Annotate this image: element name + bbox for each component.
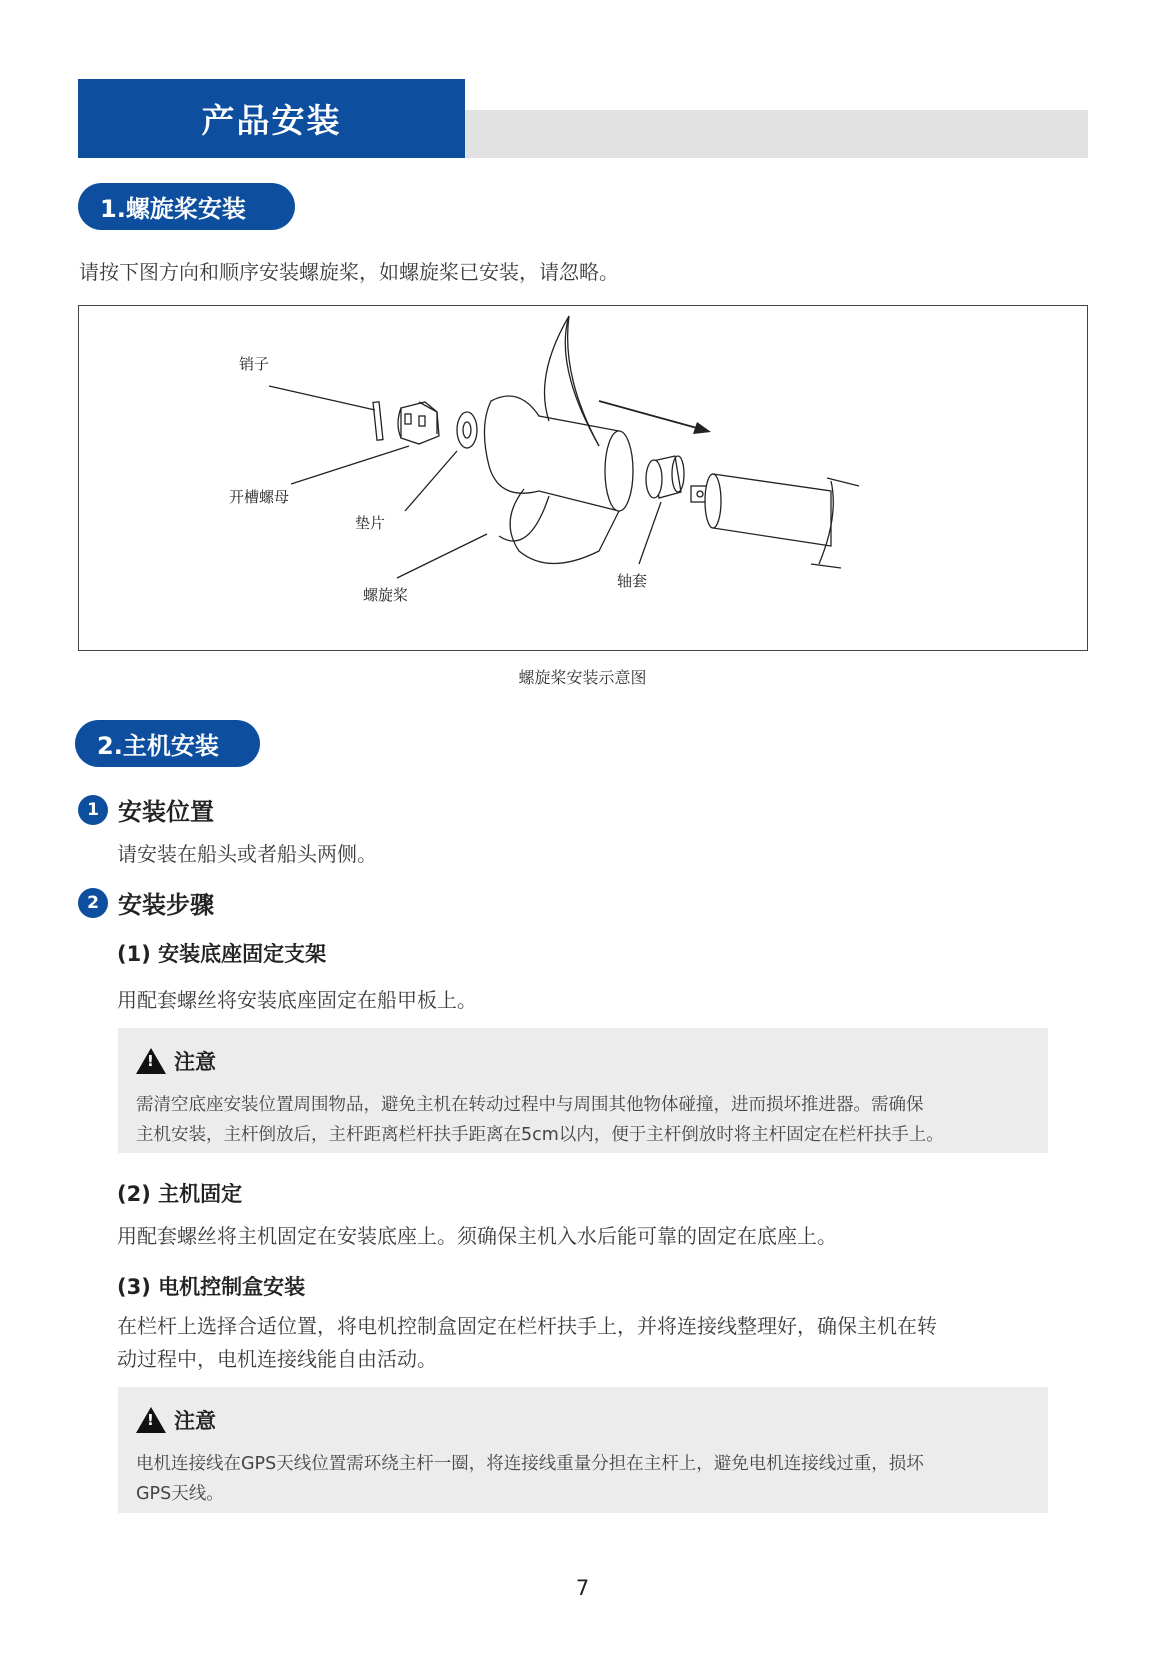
label-nut: 开槽螺母 [229, 488, 290, 506]
note-2-line-2: GPS天线。 [136, 1484, 224, 1504]
position-text: 请安装在船头或者船头两侧。 [117, 842, 377, 866]
label-sleeve: 轴套 [617, 572, 648, 590]
propeller-leader [397, 534, 487, 578]
propeller-illustration [79, 306, 1087, 650]
motor-shaft-part [691, 474, 859, 568]
section-1-title: 1.螺旋桨安装 [78, 183, 295, 230]
propeller-part [484, 316, 633, 564]
figure-caption: 螺旋桨安装示意图 [518, 668, 647, 687]
castle-nut-part [398, 402, 439, 444]
page-number: 7 [575, 1576, 590, 1600]
step-2-title: (2) 主机固定 [117, 1182, 243, 1206]
pin-leader [269, 386, 375, 410]
steps-heading [78, 885, 214, 920]
nut-leader [291, 446, 409, 484]
note-1-line-2: 主机安装，主杆倒放后，主杆距离栏杆扶手距离在5cm以内，便于主杆倒放时将主杆固定在栏杆扶手上。 [136, 1125, 944, 1145]
washer-part [457, 412, 477, 448]
note-2-line-1: 电机连接线在GPS天线位置需环绕主杆一圈，将连接线重量分担在主杆上，避免电机连接线过重，损坏 [136, 1454, 924, 1474]
sleeve-part [646, 456, 684, 498]
note-box-1 [118, 1028, 1048, 1153]
washer-leader [405, 451, 457, 511]
warning-icon: ! [136, 1048, 166, 1074]
note-2-title: 注意 [174, 1409, 216, 1433]
step-3-title: (3) 电机控制盒安装 [117, 1275, 306, 1299]
pin-part [373, 402, 383, 440]
label-propeller: 螺旋桨 [363, 586, 409, 604]
note-box-2 [118, 1387, 1048, 1513]
step-3-line-1: 在栏杆上选择合适位置，将电机控制盒固定在栏杆扶手上，并将连接线整理好，确保主机在转 [117, 1314, 937, 1338]
arrow-head-icon [693, 422, 711, 434]
position-heading [78, 792, 214, 827]
propeller-diagram [78, 305, 1088, 651]
steps-title: 安装步骤 [118, 891, 214, 919]
note-1-title: 注意 [174, 1050, 216, 1074]
section-1-intro: 请按下图方向和顺序安装螺旋桨，如螺旋桨已安装，请忽略。 [79, 260, 619, 284]
note-1-line-1: 需清空底座安装位置周围物品，避免主机在转动过程中与周围其他物体碰撞，进而损坏推进器。需确保 [136, 1095, 924, 1115]
sleeve-leader [639, 502, 661, 564]
step-1-text: 用配套螺丝将安装底座固定在船甲板上。 [117, 988, 477, 1012]
section-2-title: 2.主机安装 [75, 720, 260, 767]
page-title: 产品安装 [78, 79, 465, 158]
label-washer: 垫片 [355, 514, 386, 532]
step-2-text: 用配套螺丝将主机固定在安装底座上。须确保主机入水后能可靠的固定在底座上。 [117, 1224, 837, 1248]
label-pin: 销子 [239, 355, 270, 373]
number-badge-2: 2 [78, 888, 108, 918]
direction-arrow [599, 401, 697, 428]
position-title: 安装位置 [118, 798, 214, 826]
number-badge-1: 1 [78, 795, 108, 825]
step-1-title: (1) 安装底座固定支架 [117, 942, 327, 966]
warning-icon: ! [136, 1407, 166, 1433]
step-3-line-2: 动过程中，电机连接线能自由活动。 [117, 1347, 437, 1371]
